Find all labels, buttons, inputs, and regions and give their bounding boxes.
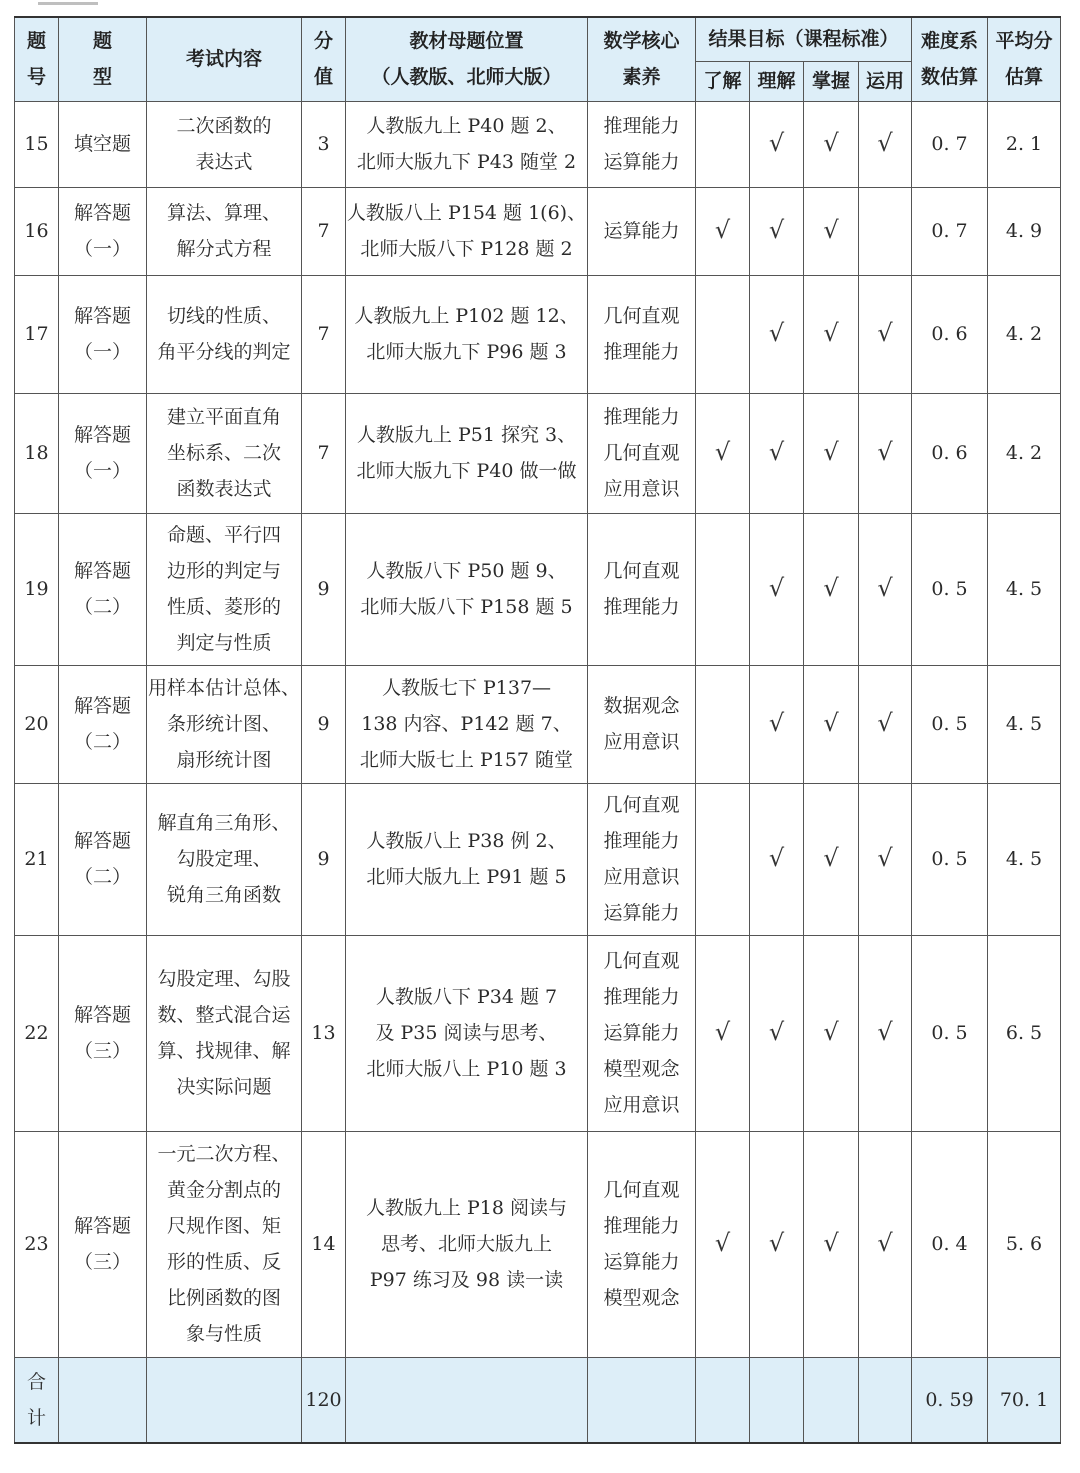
check-mark-icon: √ (877, 129, 893, 157)
question-type: 解答题 （一） (59, 187, 147, 275)
check-mark-icon: √ (768, 1229, 785, 1257)
question-number: 22 (15, 935, 59, 1131)
total-difficulty: 0. 59 (912, 1357, 988, 1443)
question-number: 19 (15, 513, 59, 665)
average-estimate: 4. 5 (988, 513, 1061, 665)
check-mark-icon: √ (823, 1018, 839, 1046)
textbook-source: 人教版八上 P154 题 1(6)、 北师大版八下 P128 题 2 (346, 187, 588, 275)
average-estimate: 4. 9 (988, 187, 1061, 275)
question-number: 16 (15, 187, 59, 275)
question-type: 填空题 (59, 101, 147, 187)
exam-content: 算法、算理、 解分式方程 (147, 187, 302, 275)
goal-apply-cell (859, 935, 912, 1131)
goal-master-cell (804, 513, 859, 665)
exam-content: 二次函数的 表达式 (147, 101, 302, 187)
total-empty (59, 1357, 147, 1443)
difficulty-estimate: 0. 7 (912, 187, 988, 275)
header-score: 分 值 (302, 17, 346, 101)
goal-master-cell (804, 665, 859, 783)
check-mark-icon: √ (768, 1018, 785, 1046)
average-estimate: 4. 2 (988, 393, 1061, 513)
check-mark-icon: √ (823, 709, 839, 737)
total-row (15, 1357, 1061, 1443)
goal-comprehend-cell (750, 665, 804, 783)
table-row (15, 513, 1061, 665)
goal-apply-cell (859, 783, 912, 935)
total-average: 70. 1 (988, 1357, 1061, 1443)
textbook-source: 人教版七下 P137— 138 内容、P142 题 7、 北师大版七上 P157 随堂 (346, 665, 588, 783)
goal-apply-cell (859, 1131, 912, 1357)
check-mark-icon: √ (877, 1018, 893, 1046)
goal-comprehend-cell (750, 275, 804, 393)
core-literacy: 几何直观 推理能力 (588, 275, 696, 393)
goal-apply-cell (859, 393, 912, 513)
table-row (15, 1131, 1061, 1357)
table-row (15, 783, 1061, 935)
question-type: 解答题 （二） (59, 513, 147, 665)
difficulty-estimate: 0. 7 (912, 101, 988, 187)
score-value: 3 (302, 101, 346, 187)
check-mark-icon: √ (823, 844, 839, 872)
check-mark-icon: √ (768, 438, 785, 466)
score-value: 9 (302, 513, 346, 665)
total-empty (147, 1357, 302, 1443)
goal-master-cell (804, 275, 859, 393)
core-literacy: 几何直观 推理能力 (588, 513, 696, 665)
check-mark-icon: √ (714, 1229, 731, 1257)
goal-apply-cell (859, 665, 912, 783)
question-type: 解答题 （二） (59, 665, 147, 783)
question-type: 解答题 （三） (59, 1131, 147, 1357)
goal-comprehend-cell (750, 783, 804, 935)
check-mark-icon: √ (877, 438, 893, 466)
textbook-source: 人教版九上 P51 探究 3、 北师大版九下 P40 做一做 (346, 393, 588, 513)
goal-understand-cell (696, 783, 750, 935)
question-type: 解答题 （三） (59, 935, 147, 1131)
average-estimate: 2. 1 (988, 101, 1061, 187)
core-literacy: 运算能力 (588, 187, 696, 275)
goal-comprehend-cell (750, 1131, 804, 1357)
score-value: 7 (302, 187, 346, 275)
textbook-source: 人教版九上 P40 题 2、 北师大版九下 P43 随堂 2 (346, 101, 588, 187)
goal-comprehend-cell (750, 101, 804, 187)
average-estimate: 5. 6 (988, 1131, 1061, 1357)
goal-apply-cell (859, 101, 912, 187)
header-average: 平均分 估算 (988, 17, 1061, 101)
score-value: 7 (302, 393, 346, 513)
difficulty-estimate: 0. 5 (912, 935, 988, 1131)
goal-understand-cell (696, 187, 750, 275)
check-mark-icon: √ (823, 574, 839, 602)
check-mark-icon: √ (823, 216, 839, 244)
table-row (15, 101, 1061, 187)
core-literacy: 几何直观 推理能力 运算能力 模型观念 (588, 1131, 696, 1357)
goal-understand-cell (696, 513, 750, 665)
header-content: 考试内容 (147, 17, 302, 101)
textbook-source: 人教版九上 P18 阅读与 思考、北师大版九上 P97 练习及 98 读一读 (346, 1131, 588, 1357)
check-mark-icon: √ (823, 319, 839, 347)
goal-comprehend-cell (750, 935, 804, 1131)
check-mark-icon: √ (877, 574, 893, 602)
goal-master-cell (804, 187, 859, 275)
table-row (15, 393, 1061, 513)
table-row (15, 935, 1061, 1131)
header-source: 教材母题位置 （人教版、北师大版） (346, 17, 588, 101)
header-no: 题 号 (15, 17, 59, 101)
core-literacy: 推理能力 运算能力 (588, 101, 696, 187)
check-mark-icon: √ (768, 574, 785, 602)
question-number: 20 (15, 665, 59, 783)
textbook-source: 人教版八下 P34 题 7 及 P35 阅读与思考、 北师大版八上 P10 题 3 (346, 935, 588, 1131)
check-mark-icon: √ (877, 319, 893, 347)
total-score: 120 (302, 1357, 346, 1443)
goal-master-cell (804, 101, 859, 187)
check-mark-icon: √ (823, 129, 839, 157)
check-mark-icon: √ (768, 709, 785, 737)
question-type: 解答题 （一） (59, 393, 147, 513)
exam-content: 切线的性质、 角平分线的判定 (147, 275, 302, 393)
exam-content: 建立平面直角 坐标系、二次 函数表达式 (147, 393, 302, 513)
core-literacy: 数据观念 应用意识 (588, 665, 696, 783)
goal-master-cell (804, 783, 859, 935)
goal-understand-cell (696, 275, 750, 393)
check-mark-icon: √ (877, 844, 893, 872)
total-label: 合 计 (15, 1357, 59, 1443)
check-mark-icon: √ (714, 438, 731, 466)
goal-understand-cell (696, 935, 750, 1131)
goal-comprehend-cell (750, 187, 804, 275)
header-difficulty: 难度系 数估算 (912, 17, 988, 101)
table-row (15, 665, 1061, 783)
total-empty (859, 1357, 912, 1443)
goal-apply-cell (859, 187, 912, 275)
average-estimate: 4. 5 (988, 665, 1061, 783)
difficulty-estimate: 0. 4 (912, 1131, 988, 1357)
score-value: 9 (302, 783, 346, 935)
exam-content: 命题、平行四 边形的判定与 性质、菱形的 判定与性质 (147, 513, 302, 665)
check-mark-icon: √ (768, 844, 785, 872)
question-type: 解答题 （一） (59, 275, 147, 393)
difficulty-estimate: 0. 5 (912, 783, 988, 935)
exam-content: 一元二次方程、 黄金分割点的 尺规作图、矩 形的性质、反 比例函数的图 象与性质 (147, 1131, 302, 1357)
total-empty (750, 1357, 804, 1443)
header-goal-master: 掌握 (804, 61, 859, 101)
score-value: 7 (302, 275, 346, 393)
total-empty (696, 1357, 750, 1443)
check-mark-icon: √ (823, 438, 839, 466)
core-literacy: 推理能力 几何直观 应用意识 (588, 393, 696, 513)
check-mark-icon: √ (823, 1229, 839, 1257)
average-estimate: 4. 5 (988, 783, 1061, 935)
goal-apply-cell (859, 513, 912, 665)
difficulty-estimate: 0. 6 (912, 275, 988, 393)
average-estimate: 4. 2 (988, 275, 1061, 393)
table-row (15, 187, 1061, 275)
total-empty (588, 1357, 696, 1443)
goal-understand-cell (696, 101, 750, 187)
exam-content: 勾股定理、勾股 数、整式混合运 算、找规律、解 决实际问题 (147, 935, 302, 1131)
score-value: 14 (302, 1131, 346, 1357)
goal-master-cell (804, 393, 859, 513)
question-number: 17 (15, 275, 59, 393)
total-empty (346, 1357, 588, 1443)
question-number: 18 (15, 393, 59, 513)
score-value: 13 (302, 935, 346, 1131)
check-mark-icon: √ (714, 216, 731, 244)
header-goal-apply: 运用 (859, 61, 912, 101)
goal-comprehend-cell (750, 513, 804, 665)
question-number: 23 (15, 1131, 59, 1357)
header-goal-comprehend: 理解 (750, 61, 804, 101)
goal-apply-cell (859, 275, 912, 393)
check-mark-icon: √ (877, 709, 893, 737)
goal-understand-cell (696, 665, 750, 783)
top-edge-fragment (38, 0, 98, 8)
exam-content: 解直角三角形、 勾股定理、 锐角三角函数 (147, 783, 302, 935)
goal-master-cell (804, 1131, 859, 1357)
goal-understand-cell (696, 393, 750, 513)
question-type: 解答题 （二） (59, 783, 147, 935)
header-goal: 结果目标（课程标准） (696, 17, 912, 61)
core-literacy: 几何直观 推理能力 运算能力 模型观念 应用意识 (588, 935, 696, 1131)
check-mark-icon: √ (768, 216, 785, 244)
score-value: 9 (302, 665, 346, 783)
exam-analysis-table (14, 16, 1061, 1444)
difficulty-estimate: 0. 6 (912, 393, 988, 513)
average-estimate: 6. 5 (988, 935, 1061, 1131)
textbook-source: 人教版八下 P50 题 9、 北师大版八下 P158 题 5 (346, 513, 588, 665)
question-number: 15 (15, 101, 59, 187)
check-mark-icon: √ (714, 1018, 731, 1046)
header-type: 题 型 (59, 17, 147, 101)
table-row (15, 275, 1061, 393)
difficulty-estimate: 0. 5 (912, 513, 988, 665)
check-mark-icon: √ (877, 1229, 893, 1257)
textbook-source: 人教版九上 P102 题 12、 北师大版九下 P96 题 3 (346, 275, 588, 393)
check-mark-icon: √ (768, 129, 785, 157)
total-empty (804, 1357, 859, 1443)
question-number: 21 (15, 783, 59, 935)
goal-comprehend-cell (750, 393, 804, 513)
difficulty-estimate: 0. 5 (912, 665, 988, 783)
goal-master-cell (804, 935, 859, 1131)
textbook-source: 人教版八上 P38 例 2、 北师大版九上 P91 题 5 (346, 783, 588, 935)
header-literacy: 数学核心 素养 (588, 17, 696, 101)
exam-content: 用样本估计总体、 条形统计图、 扇形统计图 (147, 665, 302, 783)
header-goal-understand: 了解 (696, 61, 750, 101)
check-mark-icon: √ (768, 319, 785, 347)
core-literacy: 几何直观 推理能力 应用意识 运算能力 (588, 783, 696, 935)
goal-understand-cell (696, 1131, 750, 1357)
